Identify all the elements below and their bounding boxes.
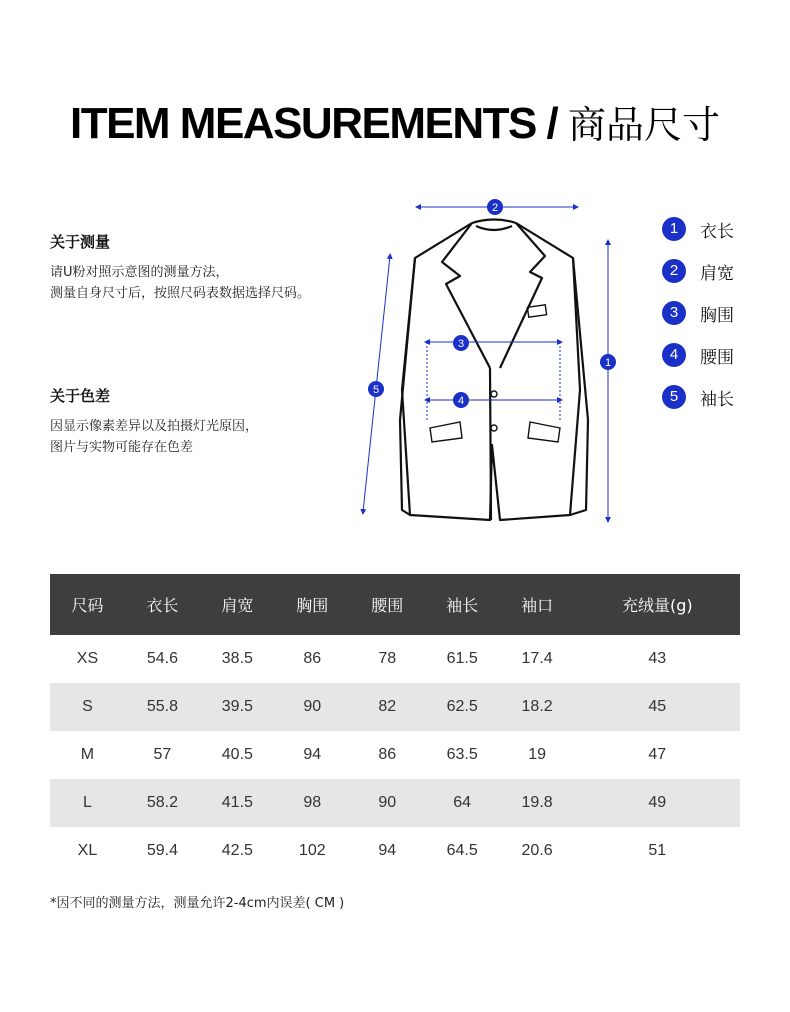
table-cell: 64 [425,779,500,827]
table-cell: 90 [275,683,350,731]
table-row [50,779,740,827]
table-cell: 98 [275,779,350,827]
title-cn: 商品尺寸 [568,103,721,147]
table-cell: 55.8 [125,683,200,731]
legend-number-badge: 1 [662,217,686,241]
table-cell: 64.5 [446,842,478,859]
title-en: ITEM MEASUREMENTS / [69,99,568,148]
table-cell: 59.4 [146,842,178,859]
table-cell: L [50,779,125,827]
table-cell: 54.6 [146,650,178,667]
column-header: 充绒量(g) [575,574,740,635]
marker-4-label: 4 [457,395,465,407]
table-row [50,635,740,683]
legend-number-badge: 2 [662,259,686,283]
column-header: 袖长 [425,574,500,635]
note-measurement [50,231,310,304]
table-cell: 51 [648,842,667,859]
column-header: 袖口 [500,574,575,635]
table-cell: M [80,746,95,763]
note-heading: 关于测量 [50,233,111,251]
legend-label: 衣长 [700,221,734,242]
table-cell: 19.8 [500,779,575,827]
legend-item [662,334,734,376]
legend-label: 肩宽 [700,263,734,284]
table-cell: 19 [528,746,546,763]
marker-3-label: 3 [457,338,465,350]
table-cell: 62.5 [425,683,500,731]
table-cell: 38.5 [221,650,253,667]
table-cell: 41.5 [200,779,275,827]
legend-number-badge: 5 [662,385,686,409]
table-cell: 47 [648,746,667,763]
table-cell: 20.6 [521,842,553,859]
note-line: 测量自身尺寸后，按照尺码表数据选择尺码。 [50,286,311,301]
table-cell: 58.2 [125,779,200,827]
column-header: 胸围 [275,574,350,635]
jacket-outline [400,220,588,521]
column-header: 腰围 [350,574,425,635]
table-cell: XS [76,650,99,667]
legend-item [662,208,734,250]
column-header: 肩宽 [200,574,275,635]
table-cell: XL [77,842,98,859]
column-header: 衣长 [125,574,200,635]
legend-item [662,376,734,418]
marker-1-label: 1 [604,357,612,369]
note-line: 因显示像素差异以及拍摄灯光原因， [50,419,259,434]
jacket-details [430,305,560,442]
table-cell: 78 [378,650,397,667]
legend-number-badge: 4 [662,343,686,367]
table-cell: 39.5 [200,683,275,731]
table-cell: 86 [303,650,322,667]
table-cell: 90 [350,779,425,827]
table-cell: 18.2 [500,683,575,731]
legend-number-badge: 3 [662,301,686,325]
table-cell: 42.5 [221,842,253,859]
table-cell: 17.4 [521,650,553,667]
column-header: 尺码 [50,574,125,635]
size-chart-table [50,574,740,875]
note-heading: 关于色差 [50,387,111,405]
marker-2-label: 2 [491,202,499,214]
table-row [50,731,740,779]
legend-label: 胸围 [700,305,734,326]
table-cell: 45 [575,683,740,731]
legend-label: 袖长 [700,389,734,410]
measurement-legend [662,208,734,418]
note-line: 图片与实物可能存在色差 [50,440,194,455]
table-cell: 57 [153,746,172,763]
table-cell: 63.5 [446,746,478,763]
page-title [0,94,790,149]
table-header-row [50,574,740,635]
footnote: *因不同的测量方法，测量允许2-4cm内误差( CM ) [50,896,345,911]
table-cell: 40.5 [221,746,253,763]
table-cell: 94 [303,746,322,763]
note-color-difference [50,385,258,458]
legend-item [662,292,734,334]
table-row [50,683,740,731]
legend-item [662,250,734,292]
table-cell: 86 [378,746,397,763]
table-cell: 49 [575,779,740,827]
marker-5-label: 5 [372,384,380,396]
table-cell: 102 [298,842,326,859]
legend-label: 腰围 [700,347,734,368]
table-cell: 43 [648,650,667,667]
table-cell: 94 [378,842,397,859]
note-line: 请U粉对照示意图的测量方法， [50,265,229,280]
table-cell: S [50,683,125,731]
jacket-diagram [350,190,640,535]
table-cell: 61.5 [446,650,478,667]
table-cell: 82 [350,683,425,731]
table-row [50,827,740,875]
